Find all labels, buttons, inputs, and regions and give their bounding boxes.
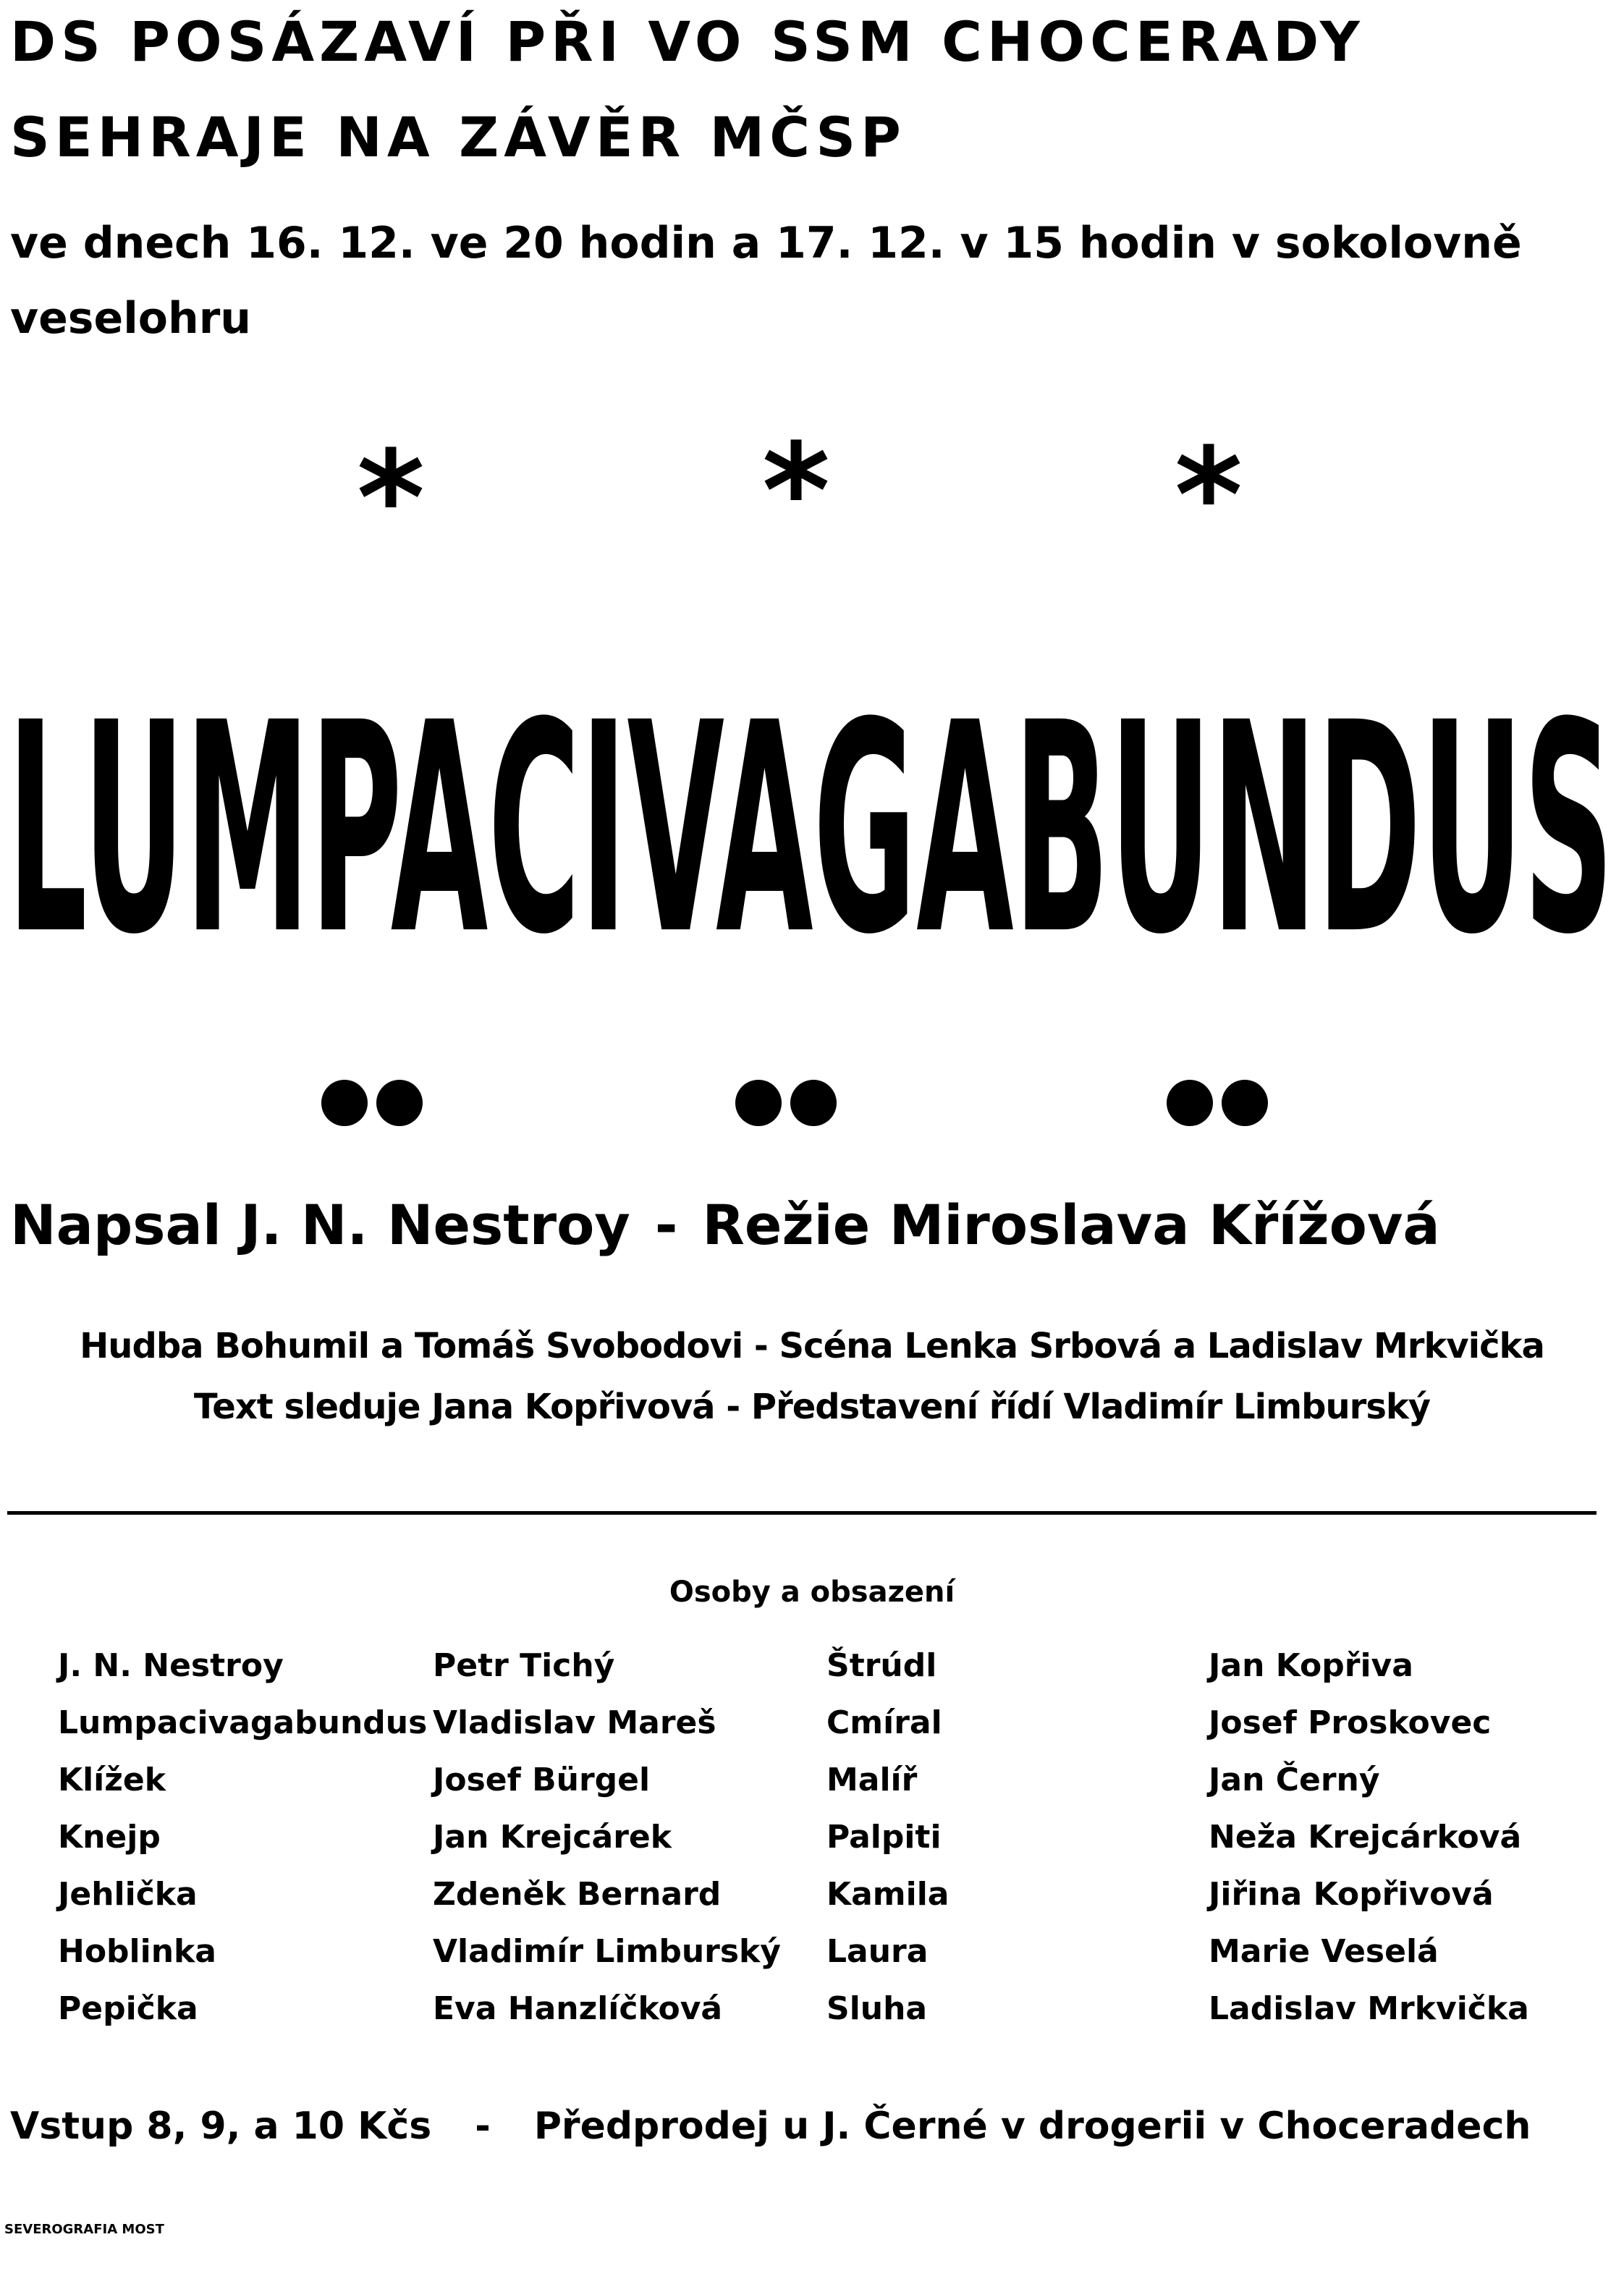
- role: Malíř: [826, 1762, 918, 1798]
- role: Štrúdl: [826, 1647, 937, 1684]
- actor: Vladimír Limburský: [433, 1933, 781, 1970]
- ornament-star-3: *: [1174, 420, 1243, 572]
- cast-heading: Osoby a obsazení: [669, 1576, 955, 1609]
- footer-line: [10, 2105, 1602, 2148]
- dates-line: ve dnech 16. 12. ve 20 hodin a 17. 12. v 15 hodin v sokolovně: [10, 218, 1522, 268]
- director-credit: Režie Miroslava Křížová: [702, 1193, 1440, 1257]
- dot: [321, 1080, 368, 1126]
- ornament-star-2: *: [761, 416, 831, 567]
- footer-separator: -: [475, 2105, 491, 2148]
- genre-line: veselohru: [10, 293, 252, 344]
- role: Klížek: [58, 1762, 166, 1798]
- credit-separator: -: [654, 1193, 678, 1257]
- role: Hoblinka: [58, 1933, 216, 1970]
- actor: Jan Kopřiva: [1209, 1647, 1413, 1684]
- header-line-2: SEHRAJE NA ZÁVĚR MČSP: [10, 105, 906, 169]
- ornament-dots-2: [735, 1080, 837, 1126]
- actor: Eva Hanzlíčková: [433, 1990, 723, 2027]
- role: Palpiti: [826, 1819, 942, 1856]
- dot: [376, 1080, 423, 1126]
- actor: Zdeněk Bernard: [433, 1876, 722, 1913]
- dot: [1222, 1080, 1268, 1126]
- actor: Josef Proskovec: [1209, 1704, 1492, 1741]
- role: Laura: [826, 1933, 929, 1970]
- role: Pepička: [58, 1990, 198, 2027]
- presale-info: Předprodej u J. Černé v drogerii v Choceradech: [533, 2105, 1531, 2148]
- dot: [790, 1080, 837, 1126]
- printer-imprint: SEVEROGRAFIA MOST: [4, 2222, 164, 2237]
- divider: [7, 1511, 1596, 1515]
- role: J. N. Nestroy: [58, 1647, 284, 1684]
- actor: Ladislav Mrkvička: [1209, 1990, 1529, 2027]
- cast-actors-right: [1209, 1647, 1529, 2050]
- admission-price: Vstup 8, 9, a 10 Kčs: [10, 2105, 432, 2148]
- dot: [1167, 1080, 1213, 1126]
- author-credit: Napsal J. N. Nestroy: [10, 1193, 630, 1257]
- actor: Neža Krejcárková: [1209, 1819, 1522, 1856]
- cast-roles-right: [826, 1647, 950, 2050]
- credits-main: [10, 1193, 1602, 1257]
- actor: Jan Krejcárek: [433, 1819, 672, 1856]
- actor: Petr Tichý: [433, 1647, 615, 1684]
- header-line-1: DS POSÁZAVÍ PŘI VO SSM CHOCERADY: [10, 9, 1365, 74]
- play-title: LUMPACIVAGABUNDUS: [7, 661, 1614, 998]
- ornament-star-1: *: [356, 423, 426, 575]
- cast-actors-left: [433, 1647, 781, 2050]
- role: Lumpacivagabundus: [58, 1704, 428, 1741]
- actor: Marie Veselá: [1209, 1933, 1439, 1970]
- actor: Jan Černý: [1209, 1762, 1380, 1798]
- actor: Josef Bürgel: [433, 1762, 651, 1798]
- ornament-dots-1: [321, 1080, 423, 1126]
- cast-list: [0, 1647, 1624, 2055]
- actor: Jiřina Kopřivová: [1209, 1876, 1494, 1913]
- credits-music-scene: Hudba Bohumil a Tomáš Svobodovi - Scéna Lenka Srbová a Ladislav Mrkvička: [80, 1326, 1544, 1366]
- role: Cmíral: [826, 1704, 942, 1741]
- role: Knejp: [58, 1819, 161, 1856]
- actor: Vladislav Mareš: [433, 1704, 716, 1741]
- cast-roles-left: [58, 1647, 428, 2050]
- ornament-dots-3: [1167, 1080, 1268, 1126]
- role: Kamila: [826, 1876, 950, 1913]
- role: Sluha: [826, 1990, 928, 2027]
- dot: [735, 1080, 782, 1126]
- credits-text-stage: Text sleduje Jana Kopřivová - Představení řídí Vladimír Limburský: [193, 1387, 1431, 1427]
- role: Jehlička: [58, 1876, 198, 1913]
